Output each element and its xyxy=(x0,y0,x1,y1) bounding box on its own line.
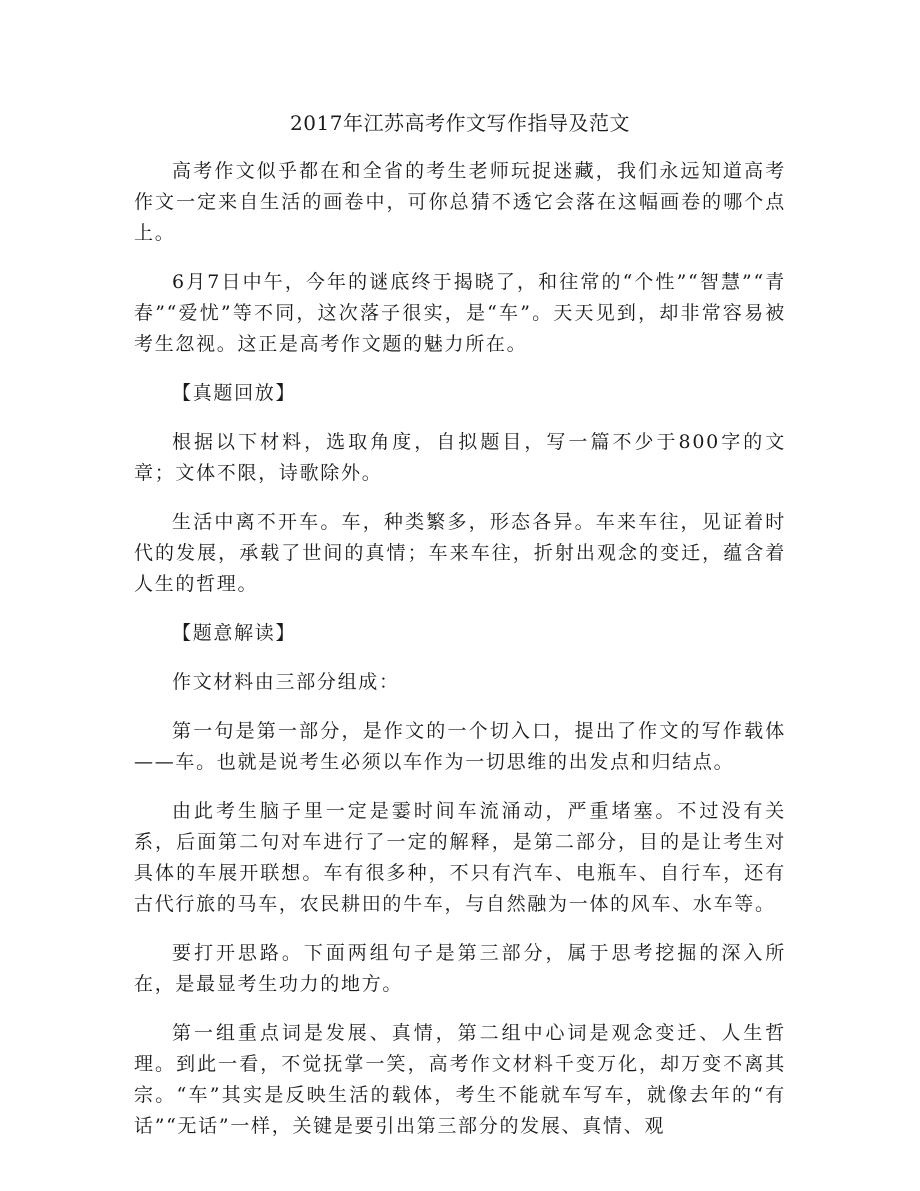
intro-paragraph-1: 高考作文似乎都在和全省的考生老师玩捉迷藏，我们永远知道高考作文一定来自生活的画卷中，可你总猜不透它会落在这幅画卷的哪个点上。 xyxy=(134,160,786,244)
question-instruction-paragraph: 根据以下材料，选取角度，自拟题目，写一篇不少于800字的文章；文体不限，诗歌除外。 xyxy=(134,431,786,484)
document-title: 2017年江苏高考作文写作指导及范文 xyxy=(290,111,630,135)
interpretation-paragraph-3: 由此考生脑子里一定是霎时间车流涌动，严重堵塞。不过没有关系，后面第二句对车进行了一定的解释，是第二部分，目的是让考生对具体的车展开联想。车有很多种，不只有汽车、电瓶车、自行车，还有古代行旅的马车，农民耕田的牛车，与自然融为一体的风车、水车等。 xyxy=(134,800,786,915)
document-body xyxy=(134,108,786,1160)
section-heading-interpretation: 【题意解读】 xyxy=(172,622,297,644)
intro-paragraph-2: 6月7日中午，今年的谜底终于揭晓了，和往常的“个性”“智慧”“青春”“爱忧”等不同，这次落子很实，是“车”。天天见到，却非常容易被考生忽视。这正是高考作文题的魅力所在。 xyxy=(134,271,786,355)
section-heading-question-review: 【真题回放】 xyxy=(172,382,297,404)
interpretation-paragraph-5: 第一组重点词是发展、真情，第二组中心词是观念变迁、人生哲理。到此一看，不觉抚掌一笑，高考作文材料千变万化，却万变不离其宗。“车”其实是反映生活的载体，考生不能就车写车，就像去年的“有话”“无话”一样，关键是要引出第三部分的发展、真情、观 xyxy=(134,1022,786,1137)
interpretation-paragraph-2: 第一句是第一部分，是作文的一个切入口，提出了作文的写作载体——车。也就是说考生必须以车作为一切思维的出发点和归结点。 xyxy=(134,720,786,773)
interpretation-paragraph-4: 要打开思路。下面两组句子是第三部分，属于思考挖掘的深入所在，是最显考生功力的地方。 xyxy=(134,942,786,995)
question-material-paragraph: 生活中离不开车。车，种类繁多，形态各异。车来车往，见证着时代的发展，承载了世间的真情；车来车往，折射出观念的变迁，蕴含着人生的哲理。 xyxy=(134,511,786,595)
interpretation-paragraph-1: 作文材料由三部分组成： xyxy=(172,671,400,693)
